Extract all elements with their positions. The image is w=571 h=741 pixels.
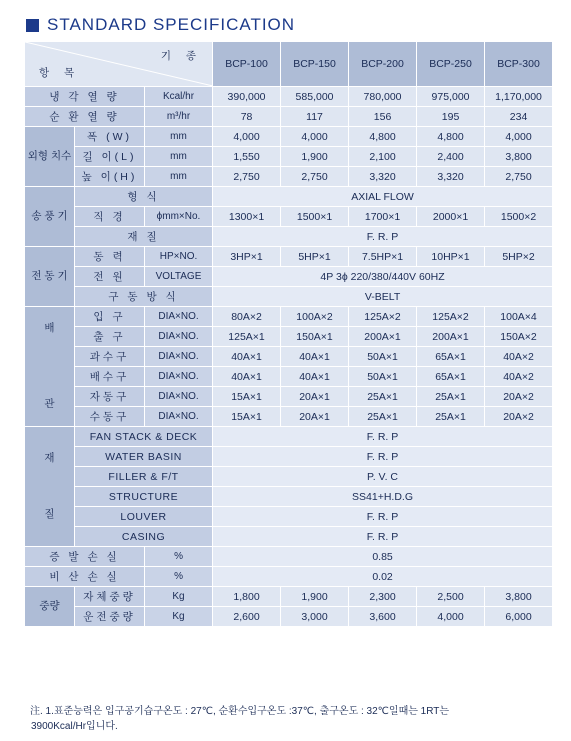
category-char: 질 [44, 507, 55, 520]
cell: 40A×1 [281, 367, 349, 387]
table-row [25, 347, 553, 367]
cell: 65A×1 [417, 367, 485, 387]
model-header: BCP-200 [349, 42, 417, 87]
cell: 1,800 [213, 587, 281, 607]
table-row [25, 227, 553, 247]
table-row [25, 467, 553, 487]
table-row [25, 587, 553, 607]
cell: 1500×2 [485, 207, 553, 227]
row-label: 길 이(L) [75, 147, 145, 167]
category-material [25, 427, 75, 547]
table-row [25, 527, 553, 547]
row-unit: DIA×NO. [145, 367, 213, 387]
cell: 40A×1 [281, 347, 349, 367]
cell: 1700×1 [349, 207, 417, 227]
cell: 3HP×1 [213, 247, 281, 267]
footnote-line: 3900Kcal/Hr입니다. [31, 721, 118, 732]
cell: 78 [213, 107, 281, 127]
cell-wide: P. V. C [213, 467, 553, 487]
category-char: 배 [44, 321, 55, 334]
cell: 2,600 [213, 607, 281, 627]
cell: 156 [349, 107, 417, 127]
cell: 1500×1 [281, 207, 349, 227]
cell: 15A×1 [213, 387, 281, 407]
row-label: 동 력 [75, 247, 145, 267]
row-unit: Kg [145, 607, 213, 627]
cell: 125A×2 [349, 307, 417, 327]
cell: 3,600 [349, 607, 417, 627]
cell: 3,320 [349, 167, 417, 187]
cell: 25A×1 [349, 407, 417, 427]
row-unit: ϕmm×No. [145, 207, 213, 227]
table-row [25, 607, 553, 627]
cell: 2,300 [349, 587, 417, 607]
row-label: 자체중량 [75, 587, 145, 607]
cell: 780,000 [349, 87, 417, 107]
row-unit: HP×NO. [145, 247, 213, 267]
cell: 20A×1 [281, 387, 349, 407]
cell: 25A×1 [417, 387, 485, 407]
row-label: 운전중량 [75, 607, 145, 627]
cell: 2,750 [485, 167, 553, 187]
row-label: STRUCTURE [75, 487, 213, 507]
cell: 195 [417, 107, 485, 127]
table-row [25, 207, 553, 227]
model-label: 기 종 [160, 50, 203, 62]
cell-wide: 0.85 [213, 547, 553, 567]
row-label: 전 원 [75, 267, 145, 287]
model-header: BCP-150 [281, 42, 349, 87]
row-label: 재 질 [75, 227, 213, 247]
cell: 7.5HP×1 [349, 247, 417, 267]
cell: 4,000 [417, 607, 485, 627]
table-row [25, 307, 553, 327]
row-unit: VOLTAGE [145, 267, 213, 287]
cell: 125A×2 [417, 307, 485, 327]
cell: 25A×1 [417, 407, 485, 427]
table-row [25, 127, 553, 147]
row-unit: DIA×NO. [145, 327, 213, 347]
row-label: 비 산 손 실 [25, 567, 145, 587]
cell: 4,000 [485, 127, 553, 147]
cell: 4,800 [349, 127, 417, 147]
row-label: 구 동 방 식 [75, 287, 213, 307]
header-row [25, 42, 553, 87]
cell: 100A×2 [281, 307, 349, 327]
category-piping [25, 307, 75, 427]
page-title: STANDARD SPECIFICATION [47, 15, 296, 34]
table-row [25, 167, 553, 187]
cell: 3,800 [485, 147, 553, 167]
cell: 40A×2 [485, 347, 553, 367]
cell: 65A×1 [417, 347, 485, 367]
row-unit: % [145, 547, 213, 567]
cell: 40A×1 [213, 367, 281, 387]
cell: 2,750 [213, 167, 281, 187]
cell-wide: V-BELT [213, 287, 553, 307]
cell: 50A×1 [349, 367, 417, 387]
cell: 5HP×2 [485, 247, 553, 267]
cell-wide: F. R. P [213, 447, 553, 467]
row-label: 입 구 [75, 307, 145, 327]
row-unit: DIA×NO. [145, 307, 213, 327]
row-label: 폭 (W) [75, 127, 145, 147]
table-row [25, 287, 553, 307]
model-header: BCP-300 [485, 42, 553, 87]
row-label: LOUVER [75, 507, 213, 527]
category-weight: 중량 [25, 587, 75, 627]
table-row [25, 187, 553, 207]
cell: 3,320 [417, 167, 485, 187]
category-char: 재 [44, 451, 55, 464]
table-row [25, 267, 553, 287]
cell: 4,800 [417, 127, 485, 147]
row-unit: DIA×NO. [145, 407, 213, 427]
cell: 975,000 [417, 87, 485, 107]
cell: 390,000 [213, 87, 281, 107]
table-row [25, 367, 553, 387]
row-label: 배수구 [75, 367, 145, 387]
row-label: 직 경 [75, 207, 145, 227]
cell: 2,400 [417, 147, 485, 167]
cell-wide: 4P 3ϕ 220/380/440V 60HZ [213, 267, 553, 287]
row-label: 출 구 [75, 327, 145, 347]
cell-wide: F. R. P [213, 527, 553, 547]
table-row [25, 567, 553, 587]
cell: 150A×1 [281, 327, 349, 347]
cell: 100A×4 [485, 307, 553, 327]
model-header: BCP-250 [417, 42, 485, 87]
row-unit: mm [145, 127, 213, 147]
cell: 6,000 [485, 607, 553, 627]
row-label: 과수구 [75, 347, 145, 367]
table-row [25, 87, 553, 107]
cell-wide: SS41+H.D.G [213, 487, 553, 507]
cell: 15A×1 [213, 407, 281, 427]
table-row [25, 427, 553, 447]
table-row [25, 387, 553, 407]
row-label: 냉 각 열 량 [25, 87, 145, 107]
cell: 3,800 [485, 587, 553, 607]
cell-wide: F. R. P [213, 507, 553, 527]
category-char: 관 [44, 397, 55, 410]
cell: 2,750 [281, 167, 349, 187]
row-unit: Kcal/hr [145, 87, 213, 107]
cell-wide: AXIAL FLOW [213, 187, 553, 207]
cell: 20A×1 [281, 407, 349, 427]
cell: 2000×1 [417, 207, 485, 227]
item-label: 항 목 [39, 67, 81, 79]
cell: 40A×2 [485, 367, 553, 387]
table-row [25, 507, 553, 527]
category-dimensions: 외형 치수 [25, 127, 75, 187]
footnote [30, 704, 550, 734]
cell-wide: 0.02 [213, 567, 553, 587]
row-unit: Kg [145, 587, 213, 607]
row-label: CASING [75, 527, 213, 547]
cell: 10HP×1 [417, 247, 485, 267]
table-row [25, 247, 553, 267]
cell: 234 [485, 107, 553, 127]
cell: 1,900 [281, 147, 349, 167]
category-fan: 송 풍 기 [25, 187, 75, 247]
category-motor: 전 동 기 [25, 247, 75, 307]
row-unit: % [145, 567, 213, 587]
table-row [25, 487, 553, 507]
cell: 20A×2 [485, 407, 553, 427]
cell: 200A×1 [417, 327, 485, 347]
footnote-line: 注. 1.표준능력은 입구공기습구온도 : 27℃, 순환수입구온도 :37℃, 출구온도 : 32℃일때는 1RT는 [30, 706, 450, 717]
cell-wide: F. R. P [213, 227, 553, 247]
row-label: FAN STACK & DECK [75, 427, 213, 447]
row-unit: DIA×NO. [145, 347, 213, 367]
cell: 50A×1 [349, 347, 417, 367]
row-label: 순 환 열 량 [25, 107, 145, 127]
cell: 117 [281, 107, 349, 127]
table-row [25, 447, 553, 467]
table-row [25, 147, 553, 167]
cell: 2,500 [417, 587, 485, 607]
cell: 4,000 [213, 127, 281, 147]
cell: 40A×1 [213, 347, 281, 367]
cell: 3,000 [281, 607, 349, 627]
row-label: FILLER & F/T [75, 467, 213, 487]
row-unit: m³/hr [145, 107, 213, 127]
cell: 1,550 [213, 147, 281, 167]
row-label: 형 식 [75, 187, 213, 207]
title-bullet-icon [26, 19, 39, 32]
table-row [25, 107, 553, 127]
cell-wide: F. R. P [213, 427, 553, 447]
cell: 80A×2 [213, 307, 281, 327]
row-unit: mm [145, 147, 213, 167]
row-label: WATER BASIN [75, 447, 213, 467]
row-label: 높 이(H) [75, 167, 145, 187]
table-row [25, 327, 553, 347]
cell: 5HP×1 [281, 247, 349, 267]
table-row [25, 407, 553, 427]
cell: 585,000 [281, 87, 349, 107]
cell: 25A×1 [349, 387, 417, 407]
cell: 1300×1 [213, 207, 281, 227]
cell: 150A×2 [485, 327, 553, 347]
model-header: BCP-100 [213, 42, 281, 87]
row-unit: mm [145, 167, 213, 187]
title-bar [26, 13, 295, 37]
cell: 4,000 [281, 127, 349, 147]
table-row [25, 547, 553, 567]
row-label: 수동구 [75, 407, 145, 427]
cell: 20A×2 [485, 387, 553, 407]
spec-table [24, 41, 553, 627]
row-label: 증 발 손 실 [25, 547, 145, 567]
cell: 1,170,000 [485, 87, 553, 107]
cell: 200A×1 [349, 327, 417, 347]
cell: 2,100 [349, 147, 417, 167]
cell: 1,900 [281, 587, 349, 607]
row-label: 자동구 [75, 387, 145, 407]
row-unit: DIA×NO. [145, 387, 213, 407]
header-diagonal-cell [25, 42, 213, 87]
cell: 125A×1 [213, 327, 281, 347]
